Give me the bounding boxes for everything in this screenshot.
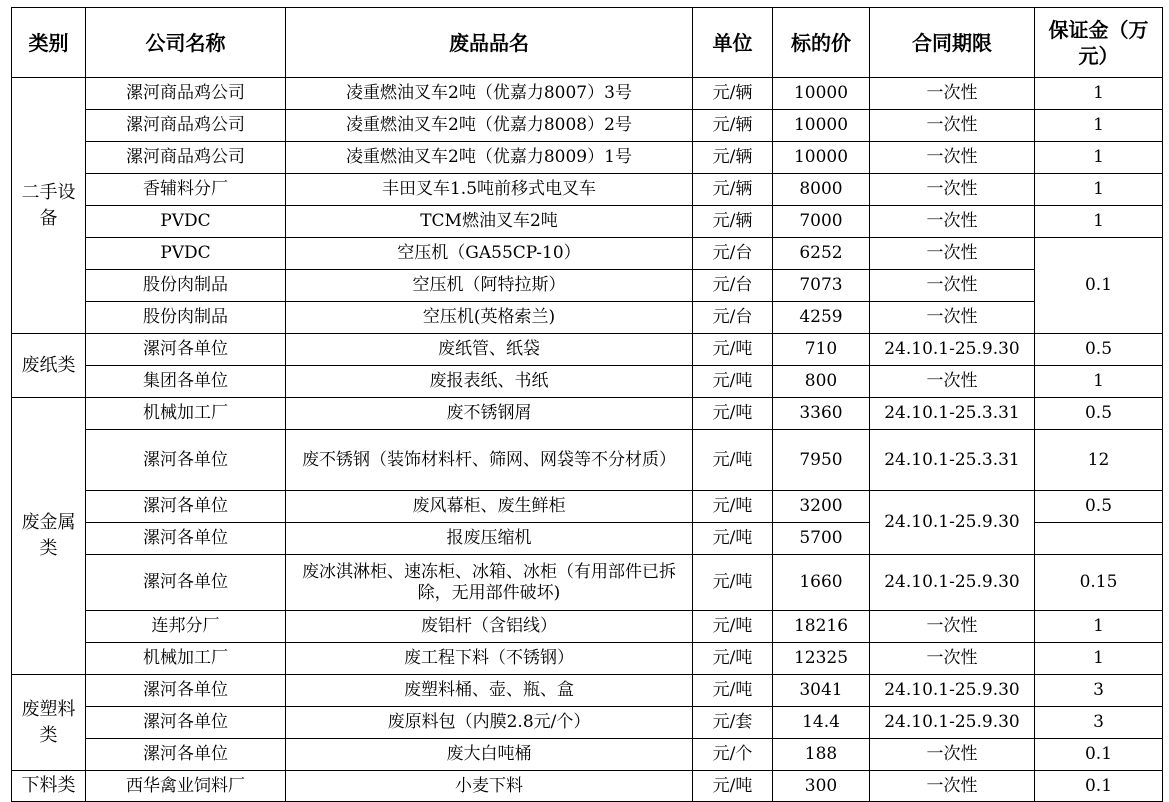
item-cell: 空压机（GA55CP-10） <box>286 238 693 270</box>
company-cell: 漯河各单位 <box>86 430 286 491</box>
unit-cell: 元/吨 <box>693 611 773 643</box>
unit-cell: 元/台 <box>693 270 773 302</box>
price-cell: 5700 <box>773 523 870 555</box>
table-row <box>12 302 1163 334</box>
unit-cell: 元/辆 <box>693 174 773 206</box>
category-label: 废塑料类 <box>21 698 76 746</box>
unit-cell: 元/吨 <box>693 491 773 523</box>
deposit-cell: 0.5 <box>1035 491 1163 523</box>
period-cell: 24.10.1-25.3.31 <box>870 398 1035 430</box>
period-cell: 一次性 <box>870 238 1035 270</box>
price-cell: 10000 <box>773 78 870 110</box>
price-cell: 300 <box>773 771 870 802</box>
company-cell: 漯河各单位 <box>86 707 286 739</box>
period-cell: 一次性 <box>870 366 1035 398</box>
table-row <box>12 643 1163 675</box>
deposit-cell: 12 <box>1035 430 1163 491</box>
col-header-item: 废品品名 <box>286 8 693 78</box>
price-cell: 6252 <box>773 238 870 270</box>
category-cell <box>12 78 86 334</box>
price-cell: 710 <box>773 334 870 366</box>
table-row <box>12 366 1163 398</box>
period-cell: 24.10.1-25.9.30 <box>870 334 1035 366</box>
company-cell: 股份肉制品 <box>86 270 286 302</box>
period-cell: 24.10.1-25.9.30 <box>870 491 1035 555</box>
item-cell: 废大白吨桶 <box>286 739 693 771</box>
price-cell: 3200 <box>773 491 870 523</box>
table-row <box>12 110 1163 142</box>
table-row <box>12 707 1163 739</box>
item-cell: 废报表纸、书纸 <box>286 366 693 398</box>
company-cell: 机械加工厂 <box>86 643 286 675</box>
deposit-cell: 1 <box>1035 611 1163 643</box>
unit-cell: 元/辆 <box>693 206 773 238</box>
table-row <box>12 206 1163 238</box>
item-cell: 丰田叉车1.5吨前移式电叉车 <box>286 174 693 206</box>
table-row <box>12 78 1163 110</box>
price-cell: 14.4 <box>773 707 870 739</box>
period-cell: 一次性 <box>870 771 1035 802</box>
deposit-cell: 0.1 <box>1035 238 1163 334</box>
unit-cell: 元/辆 <box>693 110 773 142</box>
deposit-cell: 1 <box>1035 174 1163 206</box>
company-cell: PVDC <box>86 206 286 238</box>
deposit-cell: 1 <box>1035 78 1163 110</box>
item-cell: 废不锈钢屑 <box>286 398 693 430</box>
item-cell: 废工程下料（不锈钢） <box>286 643 693 675</box>
table-row <box>12 739 1163 771</box>
table-row <box>12 555 1163 611</box>
item-cell: 废铝杆（含铝线） <box>286 611 693 643</box>
company-cell: 西华禽业饲料厂 <box>86 771 286 802</box>
item-cell: 报废压缩机 <box>286 523 693 555</box>
period-cell: 一次性 <box>870 142 1035 174</box>
period-cell: 一次性 <box>870 110 1035 142</box>
item-cell: 废风幕柜、废生鲜柜 <box>286 491 693 523</box>
deposit-cell: 1 <box>1035 142 1163 174</box>
price-cell: 7950 <box>773 430 870 491</box>
deposit-cell: 0.5 <box>1035 398 1163 430</box>
category-label: 二手设备 <box>21 181 76 229</box>
price-cell: 3360 <box>773 398 870 430</box>
price-cell: 10000 <box>773 110 870 142</box>
item-cell: 废纸管、纸袋 <box>286 334 693 366</box>
category-label: 下料类 <box>21 775 76 796</box>
table-row <box>12 238 1163 270</box>
unit-cell: 元/吨 <box>693 523 773 555</box>
item-cell: 凌重燃油叉车2吨（优嘉力8007）3号 <box>286 78 693 110</box>
table-row <box>12 611 1163 643</box>
company-cell: 机械加工厂 <box>86 398 286 430</box>
company-cell: 漯河商品鸡公司 <box>86 78 286 110</box>
price-cell: 7000 <box>773 206 870 238</box>
item-cell: 小麦下料 <box>286 771 693 802</box>
period-cell: 一次性 <box>870 78 1035 110</box>
col-header-category: 类别 <box>12 8 86 78</box>
period-cell: 24.10.1-25.9.30 <box>870 675 1035 707</box>
company-cell: 漯河各单位 <box>86 334 286 366</box>
table-row <box>12 174 1163 206</box>
deposit-cell: 3 <box>1035 675 1163 707</box>
price-cell: 7073 <box>773 270 870 302</box>
period-cell: 24.10.1-25.9.30 <box>870 555 1035 611</box>
table-row <box>12 398 1163 430</box>
company-cell: 漯河商品鸡公司 <box>86 142 286 174</box>
unit-cell: 元/吨 <box>693 643 773 675</box>
deposit-cell: 1 <box>1035 643 1163 675</box>
deposit-cell: 1 <box>1035 366 1163 398</box>
item-cell: 废塑料桶、壶、瓶、盒 <box>286 675 693 707</box>
deposit-cell: 1 <box>1035 206 1163 238</box>
table-row <box>12 270 1163 302</box>
col-header-period: 合同期限 <box>870 8 1035 78</box>
deposit-cell <box>1035 523 1163 555</box>
price-cell: 800 <box>773 366 870 398</box>
col-header-unit: 单位 <box>693 8 773 78</box>
item-cell: 空压机(英格索兰) <box>286 302 693 334</box>
company-cell: 漯河各单位 <box>86 675 286 707</box>
period-cell: 24.10.1-25.9.30 <box>870 707 1035 739</box>
unit-cell: 元/个 <box>693 739 773 771</box>
price-cell: 4259 <box>773 302 870 334</box>
deposit-cell: 3 <box>1035 707 1163 739</box>
price-cell: 3041 <box>773 675 870 707</box>
unit-cell: 元/辆 <box>693 78 773 110</box>
company-cell: 漯河各单位 <box>86 739 286 771</box>
deposit-cell: 0.1 <box>1035 771 1163 802</box>
unit-cell: 元/吨 <box>693 675 773 707</box>
category-cell <box>12 334 86 398</box>
item-cell: 空压机（阿特拉斯） <box>286 270 693 302</box>
unit-cell: 元/吨 <box>693 771 773 802</box>
price-cell: 8000 <box>773 174 870 206</box>
deposit-cell: 0.1 <box>1035 739 1163 771</box>
company-cell: 漯河商品鸡公司 <box>86 110 286 142</box>
period-cell: 一次性 <box>870 206 1035 238</box>
deposit-cell: 0.5 <box>1035 334 1163 366</box>
table-row <box>12 771 1163 802</box>
deposit-cell: 0.15 <box>1035 555 1163 611</box>
company-cell: 漯河各单位 <box>86 523 286 555</box>
price-cell: 18216 <box>773 611 870 643</box>
period-cell: 一次性 <box>870 302 1035 334</box>
table-row <box>12 491 1163 523</box>
company-cell: 漯河各单位 <box>86 555 286 611</box>
period-cell: 一次性 <box>870 174 1035 206</box>
company-cell: 股份肉制品 <box>86 302 286 334</box>
item-cell: TCM燃油叉车2吨 <box>286 206 693 238</box>
deposit-cell: 1 <box>1035 110 1163 142</box>
price-cell: 10000 <box>773 142 870 174</box>
category-cell <box>12 675 86 771</box>
unit-cell: 元/吨 <box>693 555 773 611</box>
period-cell: 一次性 <box>870 611 1035 643</box>
unit-cell: 元/吨 <box>693 334 773 366</box>
company-cell: 香辅料分厂 <box>86 174 286 206</box>
table-row <box>12 334 1163 366</box>
category-label: 废金属类 <box>21 512 76 559</box>
period-cell: 24.10.1-25.3.31 <box>870 430 1035 491</box>
company-cell: 连邦分厂 <box>86 611 286 643</box>
price-cell: 12325 <box>773 643 870 675</box>
unit-cell: 元/台 <box>693 302 773 334</box>
table-row <box>12 675 1163 707</box>
col-header-company: 公司名称 <box>86 8 286 78</box>
header-row <box>12 8 1163 78</box>
table-row <box>12 430 1163 491</box>
company-cell: 漯河各单位 <box>86 491 286 523</box>
company-cell: 集团各单位 <box>86 366 286 398</box>
period-cell: 一次性 <box>870 643 1035 675</box>
unit-cell: 元/吨 <box>693 430 773 491</box>
item-cell: 废不锈钢（装饰材料杆、筛网、网袋等不分材质） <box>286 430 693 491</box>
category-label: 废纸类 <box>21 354 76 376</box>
table-row <box>12 142 1163 174</box>
unit-cell: 元/吨 <box>693 398 773 430</box>
period-cell: 一次性 <box>870 270 1035 302</box>
item-cell: 凌重燃油叉车2吨（优嘉力8008）2号 <box>286 110 693 142</box>
col-header-price: 标的价 <box>773 8 870 78</box>
bid-table <box>11 7 1163 802</box>
item-cell: 凌重燃油叉车2吨（优嘉力8009）1号 <box>286 142 693 174</box>
col-header-deposit: 保证金（万元） <box>1035 8 1163 78</box>
category-cell <box>12 398 86 675</box>
item-cell: 废原料包（内膜2.8元/个） <box>286 707 693 739</box>
unit-cell: 元/套 <box>693 707 773 739</box>
price-cell: 1660 <box>773 555 870 611</box>
company-cell: PVDC <box>86 238 286 270</box>
category-cell <box>12 771 86 802</box>
item-cell: 废冰淇淋柜、速冻柜、冰箱、冰柜（有用部件已拆除，无用部件破坏) <box>286 555 693 611</box>
unit-cell: 元/吨 <box>693 366 773 398</box>
unit-cell: 元/台 <box>693 238 773 270</box>
price-cell: 188 <box>773 739 870 771</box>
period-cell: 一次性 <box>870 739 1035 771</box>
unit-cell: 元/辆 <box>693 142 773 174</box>
